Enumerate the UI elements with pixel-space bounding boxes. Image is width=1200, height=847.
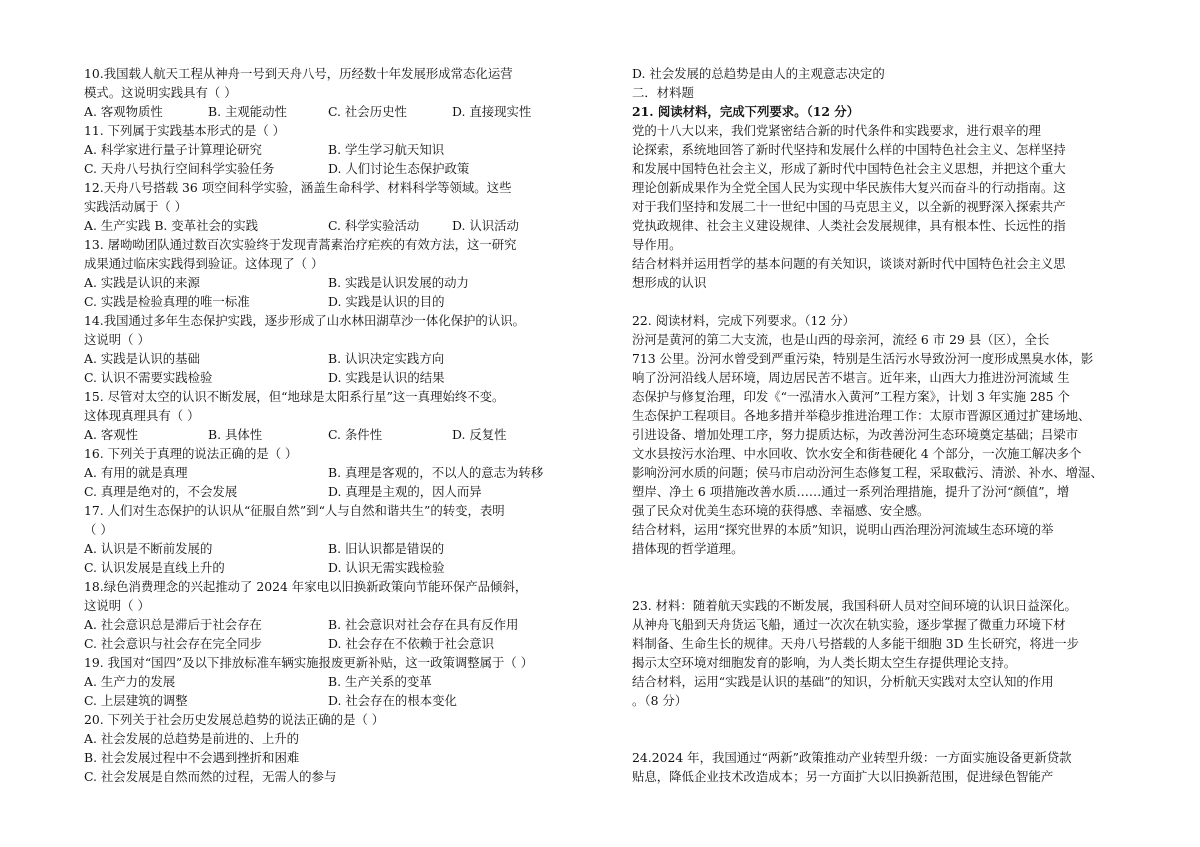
material-text: 论探索，系统地回答了新时代坚持和发展什么样的中国特色社会主义、怎样坚持 [632,142,1066,157]
option: B. 生产关系的变革 [328,674,432,689]
option: B. 主观能动性 [208,104,287,119]
material-text: 理论创新成果作为全党全国人民为实现中华民族伟大复兴而奋斗的行动指南。这 [632,180,1066,195]
options-row [84,425,584,444]
option: D. 认识无需实践检验 [328,560,445,575]
option: A. 实践是认识的基础 [84,351,200,366]
question-text: 成果通过临床实践得到验证。这体现了（ ） [84,256,324,271]
option [208,216,328,235]
material-text: 揭示太空环境对细胞发育的影响，为人类长期太空生存提供理论支持。 [632,655,1017,670]
question-text: 实践活动属于（ ） [84,199,188,214]
options-row [84,216,584,235]
spacer [632,292,1122,311]
spacer [632,558,1122,596]
question-text: 16. 下列关于真理的说法正确的是（ ） [84,446,298,461]
option: D. 直接现实性 [452,104,532,119]
option: A. 客观性 [84,427,138,442]
option: C. 实践是检验真理的唯一标准 [84,294,250,309]
question-text: 这说明（ ） [84,598,150,613]
options-row [84,463,584,482]
question-block [84,121,584,178]
option: C. 上层建筑的调整 [84,693,188,708]
option: C. 社会意识与社会存在完全同步 [84,636,262,651]
question-text: 12.天舟八号搭载 36 项空间科学实验，涵盖生命科学、材料科学等领域。这些 [84,180,512,195]
material-text: 措体现的哲学道理。 [632,541,744,556]
option: C. 认识不需要实践检验 [84,370,213,385]
question-text: A. 社会发展的总趋势是前进的、上升的 [84,731,300,746]
material-text: 从神舟飞船到天舟货运飞船，通过一次次在轨实验，逐步掌握了微重力环境下材 [632,617,1066,632]
question-block [84,178,584,235]
options-row [84,691,584,710]
options-row [84,349,584,368]
option: A. 有用的就是真理 [84,465,188,480]
material-text: 贴息，降低企业技术改造成本；另一方面扩大以旧换新范围，促进绿色智能产 [632,769,1054,784]
material-text: 汾河是黄河的第二大支流，也是山西的母亲河，流经 6 市 29 县（区），全长 [632,332,1050,347]
question-heading: 21. 阅读材料，完成下列要求。（12 分） [632,104,860,119]
options-row [84,273,584,292]
option: A. 生产力的发展 [84,674,176,689]
option: A. 客观物质性 [84,104,163,119]
question-block [84,387,584,444]
options-row [84,140,584,159]
option: C. 条件性 [328,427,383,442]
question-text: 19. 我国对“国四”及以下排放标准车辆实施报废更新补贴，这一政策调整属于（ ） [84,655,534,670]
question-text: 20. 下列关于社会历史发展总趋势的说法正确的是（ ） [84,712,385,727]
material-text: 想形成的认识 [632,275,707,290]
option: B. 实践是认识发展的动力 [328,275,469,290]
material-text: 和发展中国特色社会主义，形成了新时代中国特色社会主义思想，并把这个重大 [632,161,1066,176]
question-text: 15. 尽管对太空的认识不断发展，但“地球是太阳系行星”这一真理始终不变。 [84,389,505,404]
material-text: 713 公里。汾河水曾受到严重污染，特别是生活污水导致汾河一度形成黑臭水体，影 [632,351,1094,366]
option: D. 实践是认识的目的 [328,294,445,309]
material-text: 文水县按污水治理、中水回收、饮水安全和街巷硬化 4 个部分，一次施工解决多个 [632,446,1082,461]
question-text: B. 社会发展过程中不会遇到挫折和困难 [84,750,300,765]
option: B. 社会意识对社会存在具有反作用 [328,617,519,632]
material-text: 强了民众对优美生态环境的获得感、幸福感、安全感。 [632,503,930,518]
option: B. 认识决定实践方向 [328,351,445,366]
material-text: 料制备、生命生长的规律。天舟八号搭载的人多能干细胞 3D 生长研究，将进一步 [632,636,1079,651]
option: C. 科学实验活动 [328,218,420,233]
question-block [84,235,584,311]
material-text: 响了汾河沿线人居环境，周边居民苦不堪言。近年来，山西大力推进汾河流域 生 [632,370,1070,385]
question-block [84,444,584,501]
material-text: 结合材料，运用“探究世界的本质”知识，说明山西治理汾河流域生态环境的举 [632,522,1054,537]
option: B. 旧认识都是错误的 [328,541,445,556]
material-text: 党执政规律、社会主义建设规律、人类社会发展规律，具有根本性、长远性的指 [632,218,1066,233]
option: D. 人们讨论生态保护政策 [328,161,470,176]
material-text: 24.2024 年，我国通过“两新”政策推动产业转型升级：一方面实施设备更新贷款 [632,750,1072,765]
option: D. 实践是认识的结果 [328,370,445,385]
option: A. 生产实践 B. 变革社会的实践 [84,218,259,233]
option: D. 真理是主观的，因人而异 [328,484,482,499]
option: B. 具体性 [208,427,263,442]
material-text: 23. 材料：随着航天实践的不断发展，我国科研人员对空间环境的认识日益深化。 [632,598,1077,613]
question-text: 这说明（ ） [84,332,150,347]
option: D. 认识活动 [452,218,519,233]
material-text: 对于我们坚持和发展二十一世纪中国的马克思主义，以全新的视野深入探索共产 [632,199,1066,214]
option: A. 社会意识总是滞后于社会存在 [84,617,262,632]
material-text: 态保护与修复治理，印发《“一泓清水入黄河”工程方案》，计划 3 年实施 285 个 [632,389,1070,404]
right-column [632,64,1122,786]
material-text: 引进设备、增加处理工序，努力提质达标，为改善汾河生态环境奠定基础；吕梁市 [632,427,1079,442]
question-block [84,311,584,387]
question-block [84,501,584,577]
question-text: 这体现真理具有（ ） [84,408,200,423]
options-row [84,558,584,577]
options-row [84,159,584,178]
question-block [84,710,584,786]
question-text: 14.我国通过多年生态保护实践，逐步形成了山水林田湖草沙一体化保护的认识。 [84,313,525,328]
material-text: 党的十八大以来，我们党紧密结合新的时代条件和实践要求，进行艰辛的理 [632,123,1041,138]
material-text: 塑岸、净土 6 项措施改善水质……通过一系列治理措施，提升了汾河“颜值”，增 [632,484,1070,499]
option: D. 反复性 [452,427,507,442]
question-text: 11. 下列属于实践基本形式的是（ ） [84,123,286,138]
option: C. 真理是绝对的，不会发展 [84,484,238,499]
option: D. 社会存在的根本变化 [328,693,457,708]
option: D. 社会存在不依赖于社会意识 [328,636,495,651]
question-text: C. 社会发展是自然而然的过程，无需人的参与 [84,769,337,784]
options-row [84,368,584,387]
options-row [84,672,584,691]
option: B. 真理是客观的，不以人的意志为转移 [328,465,544,480]
section-heading: 二．材料题 [632,85,694,100]
option: C. 天舟八号执行空间科学实验任务 [84,161,275,176]
question-block [84,577,584,653]
option: B. 学生学习航天知识 [328,142,445,157]
options-row [84,292,584,311]
material-text: 导作用。 [632,237,682,252]
material-text: 生态保护工程项目。各地多措并举稳步推进治理工作：太原市晋源区通过扩建场地、 [632,408,1091,423]
question-text: 18.绿色消费理念的兴起推动了 2024 年家电以旧换新政策向节能环保产品倾斜， [84,579,528,594]
option: D. 社会发展的总趋势是由人的主观意志决定的 [632,66,885,81]
material-text: 影响汾河水质的问题；侯马市启动汾河生态修复工程，采取截污、清淤、补水、增湿、 [632,465,1103,480]
options-row [84,102,584,121]
material-text: 。（8 分） [632,693,688,708]
question-text: （ ） [84,522,113,537]
options-row [84,615,584,634]
material-text: 结合材料并运用哲学的基本问题的有关知识，谈谈对新时代中国特色社会主义思 [632,256,1066,271]
material-text: 结合材料，运用“实践是认识的基础”的知识，分析航天实践对太空认知的作用 [632,674,1054,689]
option: A. 科学家进行量子计算理论研究 [84,142,262,157]
spacer [632,710,1122,748]
options-row [84,634,584,653]
left-column [84,64,584,786]
question-heading: 22. 阅读材料，完成下列要求。（12 分） [632,313,856,328]
options-row [84,482,584,501]
option: C. 社会历史性 [328,104,407,119]
question-block [84,64,584,121]
question-text: 17. 人们对生态保护的认识从“征服自然”到“人与自然和谐共生”的转变，表明 [84,503,505,518]
options-row [84,539,584,558]
option: A. 实践是认识的来源 [84,275,200,290]
question-text: 13. 屠呦呦团队通过数百次实验终于发现青蒿素治疗疟疾的有效方法，这一研究 [84,237,517,252]
question-block [84,653,584,710]
question-text: 10.我国载人航天工程从神舟一号到天舟八号，历经数十年发展形成常态化运营 [84,66,513,81]
option: C. 认识发展是直线上升的 [84,560,225,575]
question-text: 模式。这说明实践具有（ ） [84,85,237,100]
option: A. 认识是不断前发展的 [84,541,213,556]
